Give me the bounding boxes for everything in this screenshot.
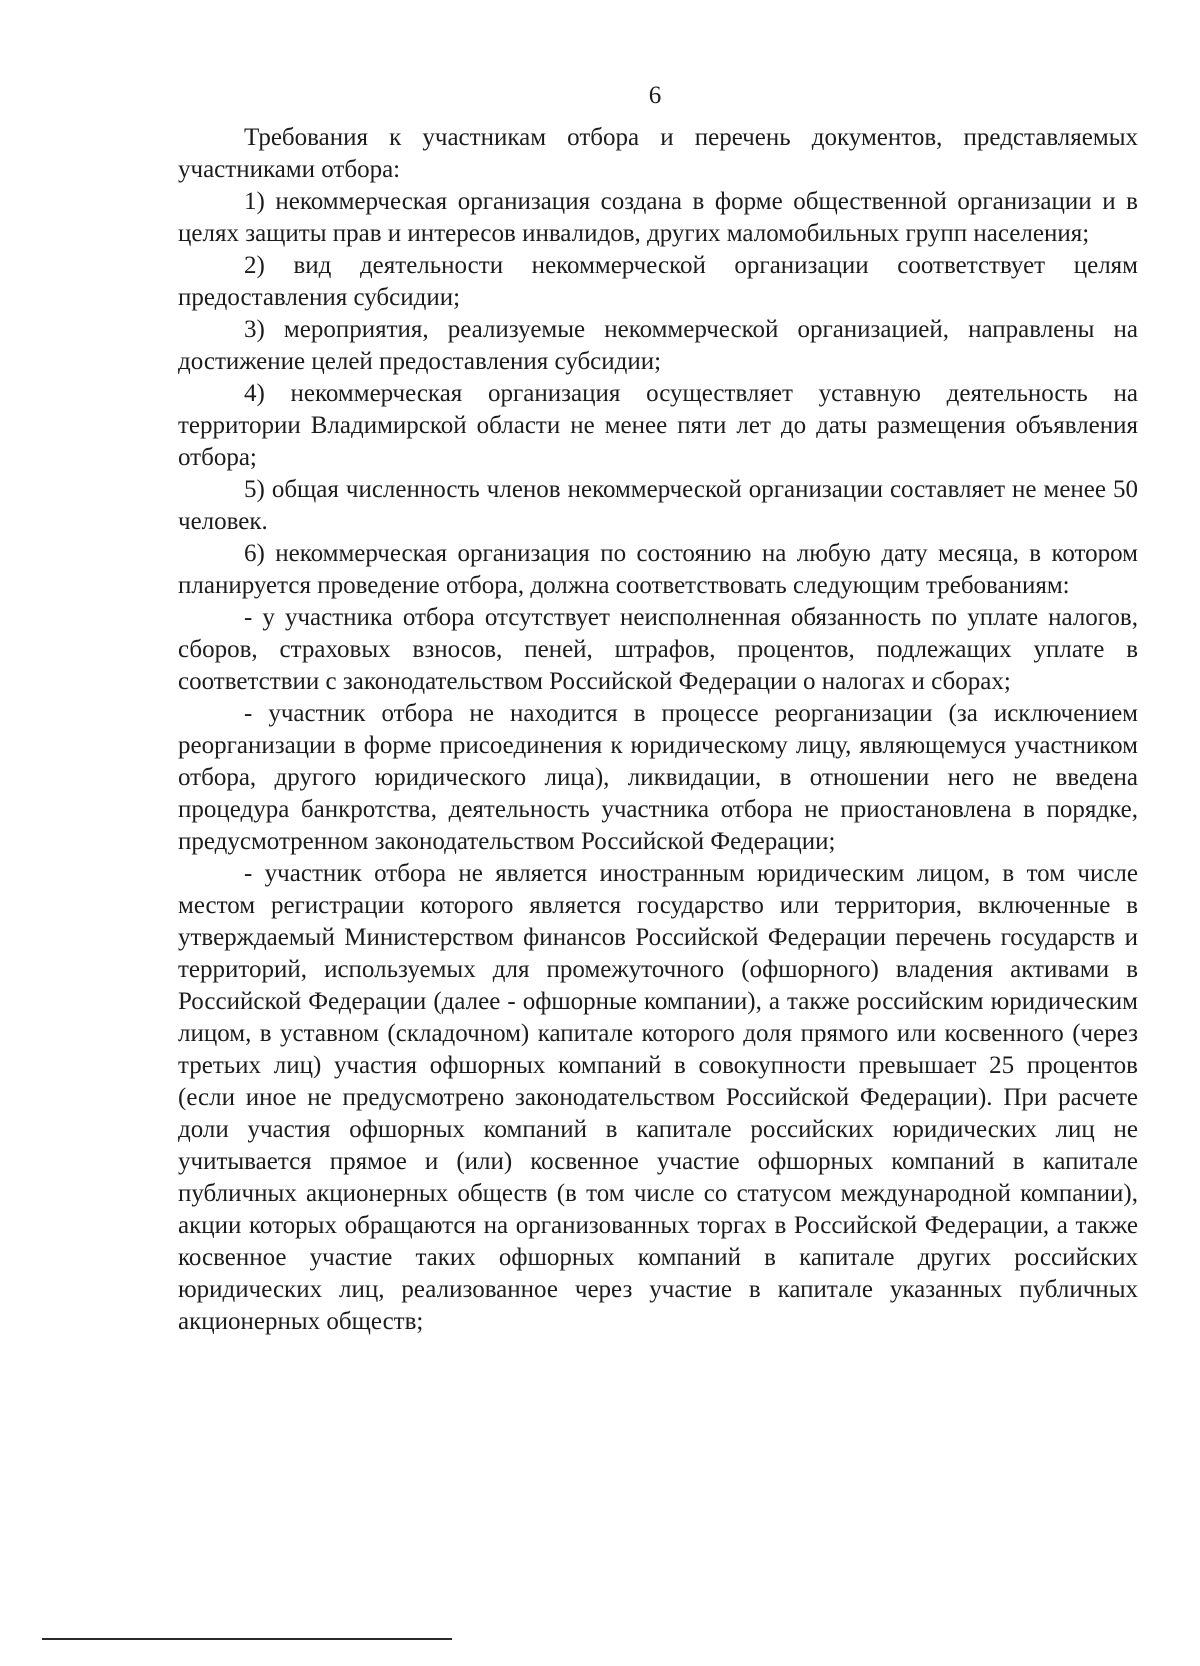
- bullet-no-reorganization: - участник отбора не находится в процессе реорганизации (за исключением реорганизации в форме присоединения к юридическому лицу, являющемуся участником отбора, другого юридического лица), ликвидации, в отношении него не введена процедура банкротства, деятельность участника отбора не приостановлена в порядке, предусмотренном законодательством Российской Федерации;: [178, 700, 1138, 855]
- requirement-1: 1) некоммерческая организация создана в форме общественной организации и в целях защиты прав и интересов инвалидов, других маломобильных групп населения;: [178, 188, 1138, 247]
- bullet-no-tax-debt: - у участника отбора отсутствует неисполненная обязанность по уплате налогов, сборов, страховых взносов, пеней, штрафов, процентов, подлежащих уплате в соответствии с законодательством Российской Федерации о налогах и сборах;: [178, 604, 1138, 695]
- requirement-4: 4) некоммерческая организация осуществляет уставную деятельность на территории Владимирской области не менее пяти лет до даты размещения объявления отбора;: [178, 380, 1138, 471]
- requirement-2: 2) вид деятельности некоммерческой организации соответствует целям предоставления субсидии;: [178, 252, 1138, 311]
- page-number: 6: [648, 82, 662, 109]
- requirement-3: 3) мероприятия, реализуемые некоммерческой организацией, направлены на достижение целей предоставления субсидии;: [178, 316, 1138, 375]
- intro-paragraph: Требования к участникам отбора и перечень документов, представляемых участниками отбора:: [178, 124, 1138, 183]
- document-body: [178, 122, 1138, 1338]
- requirement-6: 6) некоммерческая организация по состоянию на любую дату месяца, в котором планируется проведение отбора, должна соответствовать следующим требованиям:: [178, 540, 1138, 599]
- bullet-not-offshore: - участник отбора не является иностранным юридическим лицом, в том числе местом регистрации которого является государство или территория, включенные в утверждаемый Министерством финансов Российской Федерации перечень государств и территорий, используемых для промежуточного (офшорного) владения активами в Российской Федерации (далее - офшорные компании), а также российским юридическим лицом, в уставном (складочном) капитале которого доля прямого или косвенного (через третьих лиц) участия офшорных компаний в совокупности превышает 25 процентов (если иное не предусмотрено законодательством Российской Федерации). При расчете доли участия офшорных компаний в капитале российских юридических лиц не учитывается прямое и (или) косвенное участие офшорных компаний в капитале публичных акционерных обществ (в том числе со статусом международной компании), акции которых обращаются на организованных торгах в Российской Федерации, а также косвенное участие таких офшорных компаний в капитале других российских юридических лиц, реализованное через участие в капитале указанных публичных акционерных обществ;: [178, 860, 1138, 1335]
- footnote-rule: [42, 1638, 452, 1640]
- requirement-5: 5) общая численность членов некоммерческой организации составляет не менее 50 человек.: [178, 476, 1138, 535]
